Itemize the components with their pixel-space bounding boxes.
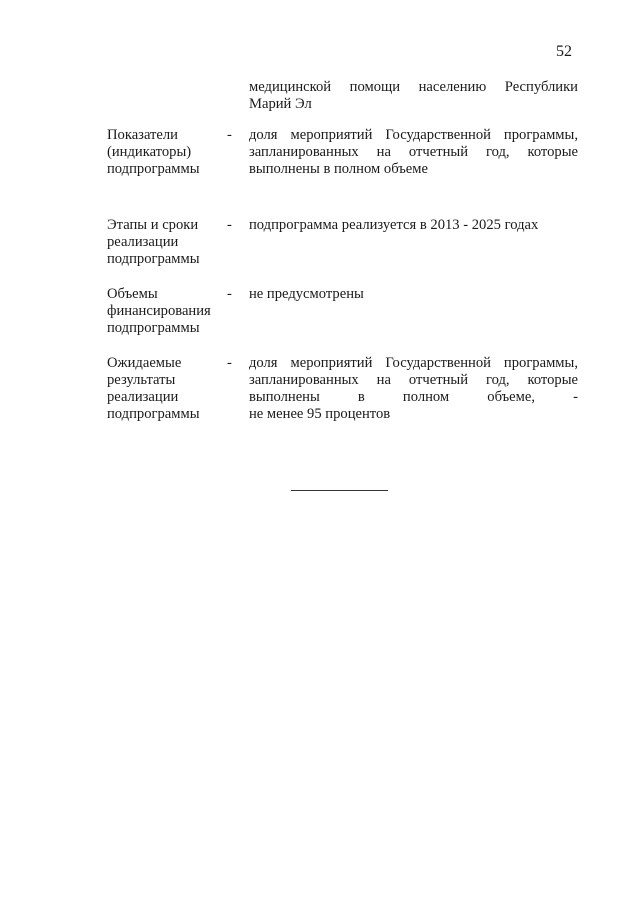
row-value: не предусмотрены <box>249 286 364 302</box>
row-dash: - <box>227 355 232 371</box>
row-label: Показатели (индикаторы) подпрограммы <box>107 127 200 177</box>
continuation-line: медицинской помощи населению Республики <box>249 79 578 95</box>
row-dash: - <box>227 286 232 302</box>
row-label: Этапы и сроки реализации подпрограммы <box>107 217 200 267</box>
row-dash: - <box>227 127 232 143</box>
row-dash: - <box>227 217 232 233</box>
row-label: Ожидаемые результаты реализации подпрограммы <box>107 355 200 422</box>
row-value: доля мероприятий Государственной программы, запланированных на отчетный год, которые выполнены в полном объеме, - не менее 95 процентов <box>249 355 578 422</box>
page-number: 52 <box>556 43 572 60</box>
passport-continuation-text <box>249 79 578 113</box>
row-value: доля мероприятий Государственной программы, запланированных на отчетный год, которые выполнены в полном объеме <box>249 127 578 177</box>
end-divider-line <box>291 490 388 491</box>
continuation-line: Марий Эл <box>249 96 312 112</box>
row-label: Объемы финансирования подпрограммы <box>107 286 211 336</box>
row-value: подпрограмма реализуется в 2013 - 2025 годах <box>249 217 539 233</box>
